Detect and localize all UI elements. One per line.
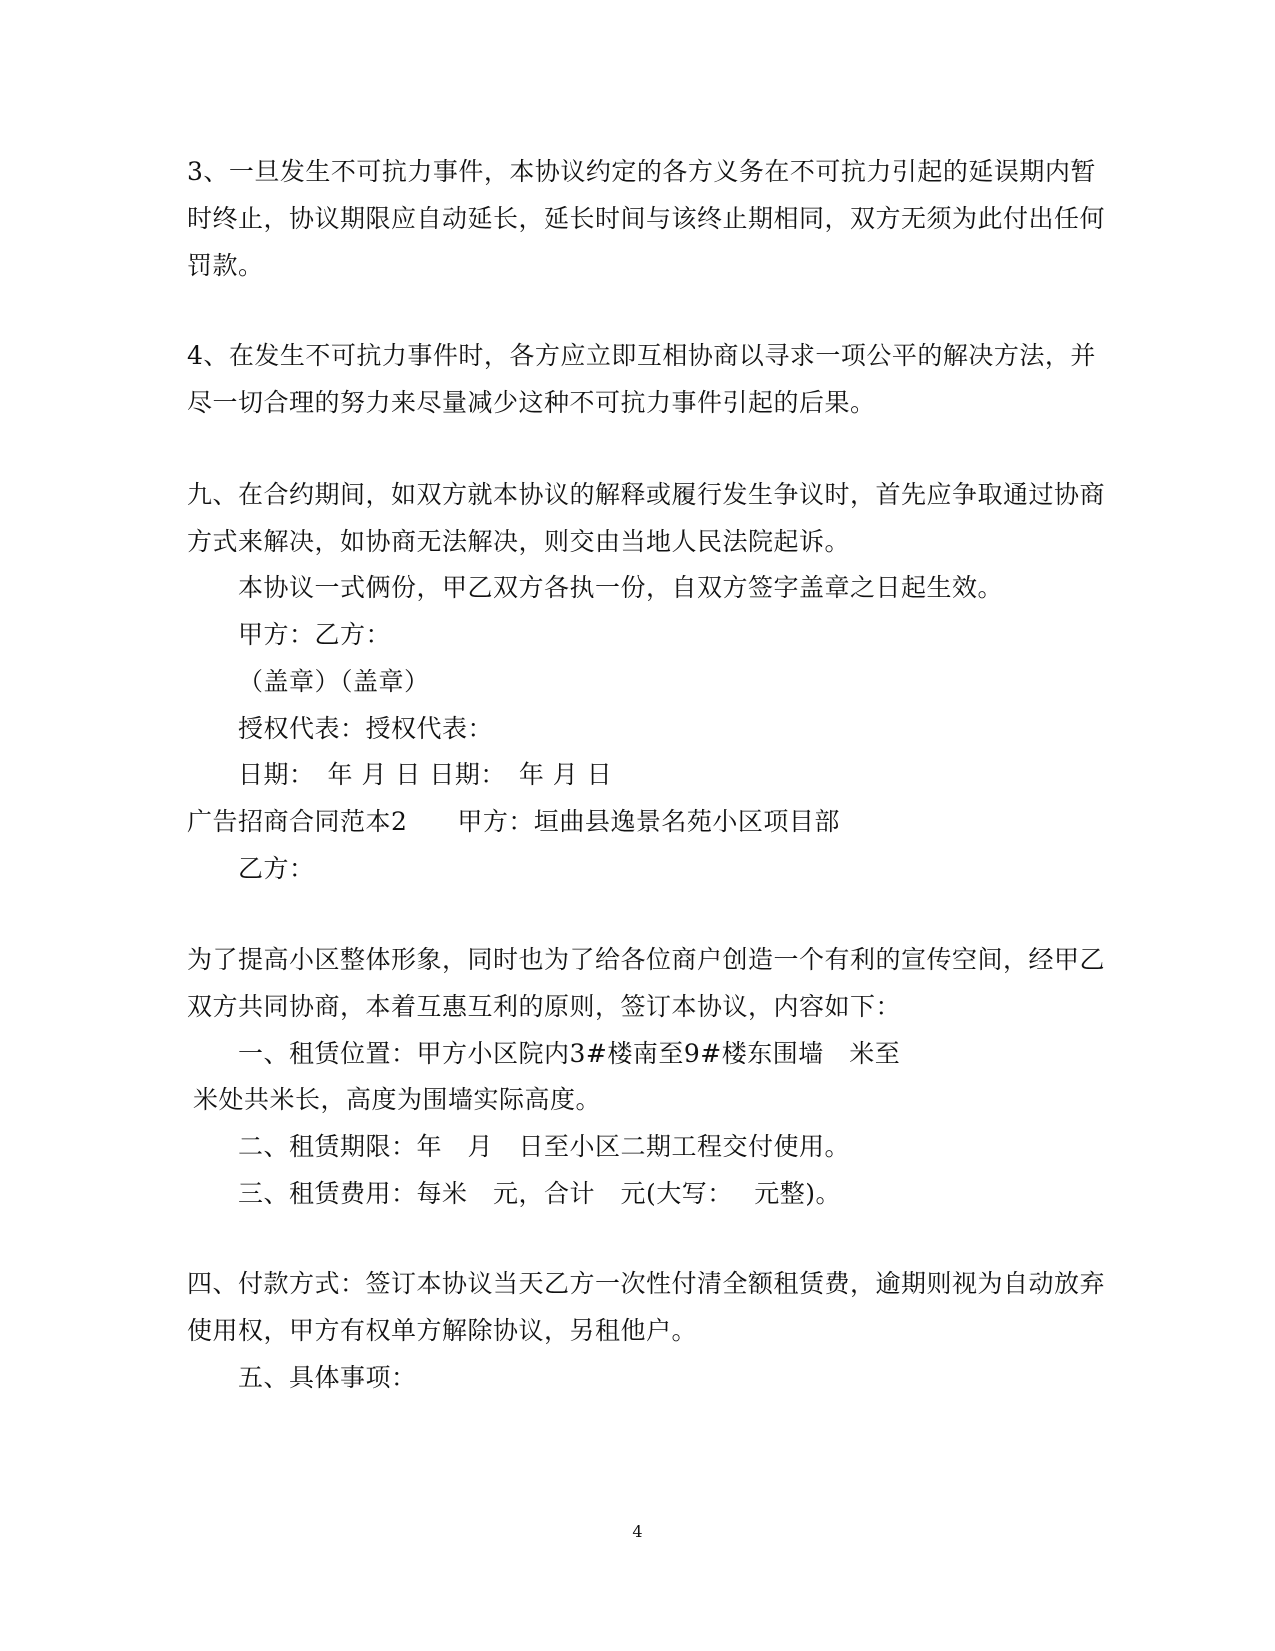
lease-fee-line: 三、租赁费用：每米 元，合计 元(大写： 元整)。 [238, 1179, 841, 1208]
signature-parties-line: 甲方：乙方： [238, 620, 392, 649]
paragraph-line: 尽一切合理的努力来尽量减少这种不可抗力事件引起的后果。 [187, 388, 876, 417]
paragraph-line: 3、一旦发生不可抗力事件，本协议约定的各方义务在不可抗力引起的延误期内暂 [187, 157, 1096, 186]
paragraph-line: 时终止，协议期限应自动延长，延长时间与该终止期相同，双方无须为此付出任何 [187, 204, 1106, 233]
lease-location-continuation: 米处共米长，高度为围墙实际高度。 [193, 1085, 602, 1114]
party-b: 乙方： [238, 854, 315, 883]
paragraph-line: 为了提高小区整体形象，同时也为了给各位商户创造一个有利的宣传空间，经甲乙 [187, 945, 1106, 974]
seal-line: （盖章）（盖章） [238, 667, 430, 696]
page-number: 4 [632, 1522, 643, 1541]
paragraph-line: 4、在发生不可抗力事件时，各方应立即互相协商以寻求一项公平的解决方法，并 [187, 341, 1096, 370]
specific-matters-line: 五、具体事项： [238, 1363, 417, 1392]
paragraph-line: 方式来解决，如协商无法解决，则交由当地人民法院起诉。 [187, 527, 851, 556]
contract-heading-line [187, 806, 840, 838]
paragraph-line: 双方共同协商，本着互惠互利的原则，签订本协议，内容如下： [187, 992, 902, 1021]
authorized-representative-line: 授权代表：授权代表： [238, 714, 494, 743]
payment-method-line: 四、付款方式：签订本协议当天乙方一次性付清全额租赁费，逾期则视为自动放弃 [187, 1269, 1106, 1298]
date-line: 日期： 年 月 日 日期： 年 月 日 [238, 760, 613, 789]
paragraph-line: 九、在合约期间，如双方就本协议的解释或履行发生争议时，首先应争取通过协商 [187, 480, 1106, 509]
contract-title: 广告招商合同范本2 [187, 807, 408, 836]
paragraph-line: 罚款。 [187, 251, 264, 280]
payment-method-continuation: 使用权，甲方有权单方解除协议，另租他户。 [187, 1316, 698, 1345]
paragraph-line: 本协议一式俩份，甲乙双方各执一份，自双方签字盖章之日起生效。 [238, 573, 1004, 602]
party-a: 甲方：垣曲县逸景名苑小区项目部 [457, 807, 840, 836]
lease-location-line: 一、租赁位置：甲方小区院内3#楼南至9#楼东围墙 米至 [238, 1039, 901, 1068]
lease-term-line: 二、租赁期限：年 月 日至小区二期工程交付使用。 [238, 1132, 851, 1161]
